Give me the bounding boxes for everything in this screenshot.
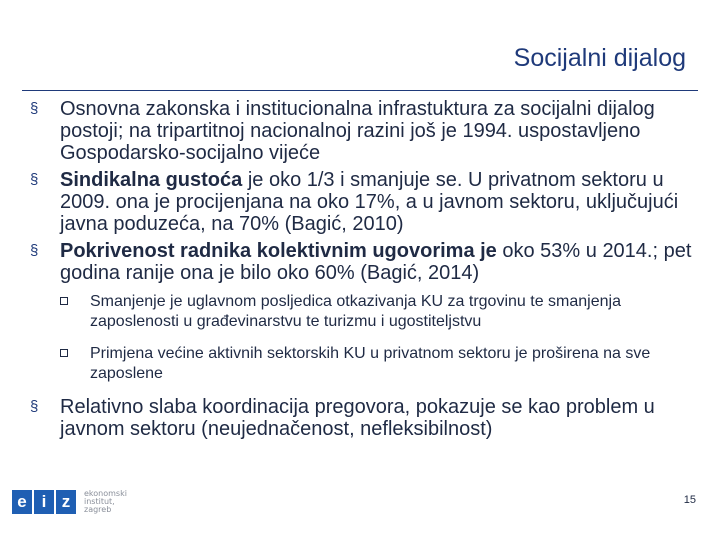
bullet-marker-icon: § <box>30 100 39 117</box>
bullet-item <box>30 240 706 284</box>
logo-line-1: ekonomski <box>84 489 127 498</box>
slide-content <box>30 98 706 445</box>
square-bullet-icon <box>60 297 68 305</box>
page-number: 15 <box>683 494 696 506</box>
logo-line-3: zagreb <box>84 505 112 514</box>
title-divider <box>22 90 698 91</box>
bullet-marker-icon: § <box>30 242 39 259</box>
sub-bullet-item <box>60 292 706 332</box>
bullet-emphasis: Pokrivenost radnika kolektivnim ugovorima je <box>60 240 497 262</box>
bullet-emphasis: Sindikalna gustoća <box>60 169 243 191</box>
bullet-text: Relativno slaba koordinacija pregovora, pokazuje se kao problem u javnom sektoru (neujednačenost, nefleksibilnost) <box>60 396 655 440</box>
bullet-text: Osnovna zakonska i institucionalna infrastuktura za socijalni dijalog postoji; na tripartitnoj nacionalnoj razini još je 1994. uspostavljeno Gospodarsko-socijalno vijeće <box>60 98 655 164</box>
sub-bullet-text: Primjena većine aktivnih sektorskih KU u privatnom sektoru je proširena na sve zaposlene <box>90 345 651 382</box>
slide-title: Socijalni dijalog <box>513 44 686 72</box>
bullet-item <box>30 169 706 235</box>
logo-letter-e: e <box>12 490 32 514</box>
logo-line-2: institut, <box>84 497 115 506</box>
eiz-logo <box>12 490 127 514</box>
logo-wordmark <box>84 490 127 514</box>
bullet-marker-icon: § <box>30 398 39 415</box>
bullet-text: oko 53% u 2014.; pet godina ranije ona je bilo oko 60% (Bagić, 2014) <box>60 240 692 284</box>
sub-bullet-list <box>60 292 706 384</box>
bullet-marker-icon: § <box>30 171 39 188</box>
bullet-text: je oko 1/3 i smanjuje se. U privatnom sektoru u 2009. ona je procijenjana na oko 17%, a u javnom sektoru, uključujući javna poduzeća, na 70% (Bagić, 2010) <box>60 169 679 235</box>
bullet-item <box>30 98 706 164</box>
bullet-item <box>30 396 706 440</box>
logo-letter-z: z <box>56 490 76 514</box>
sub-bullet-text: Smanjenje je uglavnom posljedica otkazivanja KU za trgovinu te smanjenja zaposlenosti u građevinarstvu te turizmu i ugostiteljstvu <box>90 293 621 330</box>
sub-bullet-item <box>60 344 706 384</box>
logo-letter-i: i <box>34 490 54 514</box>
square-bullet-icon <box>60 349 68 357</box>
